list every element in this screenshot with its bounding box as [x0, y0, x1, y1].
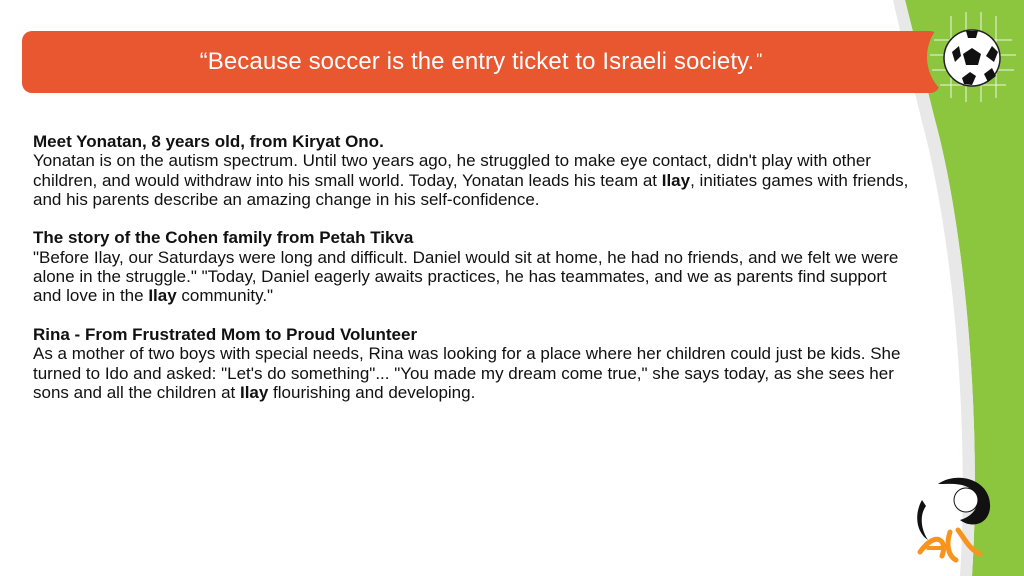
brand-name: Ilay [239, 382, 269, 402]
story-text: Yonatan is on the autism spectrum. Until two years ago, he struggled to make eye contact, didn't play with other children, and would withdraw into his small world. Today, Yonatan leads his team at Ilay, initiates games with friends, and his parents describe an amazing change in his self-confidence. [33, 151, 909, 209]
slide-title: “Because soccer is the entry ticket to Israeli society. [199, 48, 755, 75]
stories-content [33, 132, 913, 421]
brand-name: Ilay [661, 170, 691, 190]
story-heading: Rina - From Frustrated Mom to Proud Volunteer [33, 324, 418, 344]
story-text: "Before Ilay, our Saturdays were long and difficult. Daniel would sit at home, he had no friends, and we felt we were alone in the struggle." "Today, Daniel eagerly awaits practices, he has teammates, and we as parents find support and love in the Ilay community." [33, 247, 899, 306]
story-block [33, 325, 913, 402]
story-block [33, 228, 913, 305]
story-text: As a mother of two boys with special needs, Rina was looking for a place where her children could just be kids. She turned to Ido and asked: "Let's do something"... "You made my dream come true," she says today, as she sees her sons and all the children at Ilay flourishing and developing. [33, 344, 901, 402]
story-heading: Meet Yonatan, 8 years old, from Kiryat Ono. [33, 132, 384, 151]
title-end-quote: " [756, 50, 763, 69]
story-heading: The story of the Cohen family from Petah Tikva [33, 228, 414, 248]
title-banner [22, 31, 940, 93]
soccer-ball-icon [926, 10, 1020, 104]
ilay-logo [908, 470, 996, 566]
story-block [33, 132, 913, 209]
brand-name: Ilay [148, 286, 177, 306]
